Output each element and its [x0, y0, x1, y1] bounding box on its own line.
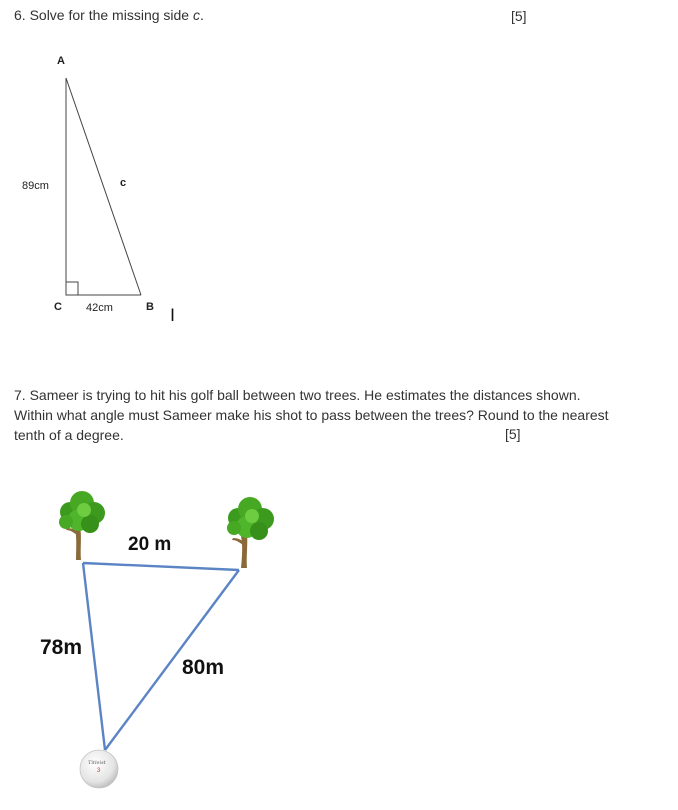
text-cursor: I [170, 306, 176, 326]
q6-title-suffix: . [199, 7, 204, 23]
q6-vertex-a: A [57, 55, 65, 67]
q7-line-3: tenth of a degree. [14, 427, 124, 443]
q7-between-trees-label: 20 m [128, 534, 172, 555]
q7-left-side-label: 78m [40, 636, 83, 659]
q6-side-ab-hypotenuse [66, 78, 141, 295]
q6-right-angle-marker [66, 282, 78, 295]
q6-side-c-label: c [120, 177, 127, 189]
q7-marks: [5] [505, 426, 521, 442]
q7-line-2: Within what angle must Sameer make his shot to pass between the trees? Round to the nearest [14, 407, 609, 423]
q7-line-1: 7. Sameer is trying to hit his golf ball between two trees. He estimates the distances shown. [14, 387, 581, 403]
golf-ball-brand: Titleist [88, 760, 106, 766]
q6-title-variable: c [192, 7, 200, 23]
left-tree-icon [59, 491, 105, 560]
q7-right-side-label: 80m [182, 656, 225, 679]
q6-side-ac-label: 89cm [22, 180, 49, 192]
q6-title-prefix: 6. Solve for the missing side [14, 7, 193, 23]
q7-line-left [83, 563, 105, 750]
q7-question-text [14, 385, 654, 445]
q6-vertex-b: B [146, 301, 154, 313]
q6-marks: [5] [511, 8, 527, 24]
right-tree-icon [227, 497, 274, 568]
q7-line-trees [83, 563, 239, 570]
golf-ball-number: 3 [97, 768, 101, 774]
q6-vertex-c: C [54, 301, 62, 313]
q6-side-cb-label: 42cm [86, 302, 113, 314]
